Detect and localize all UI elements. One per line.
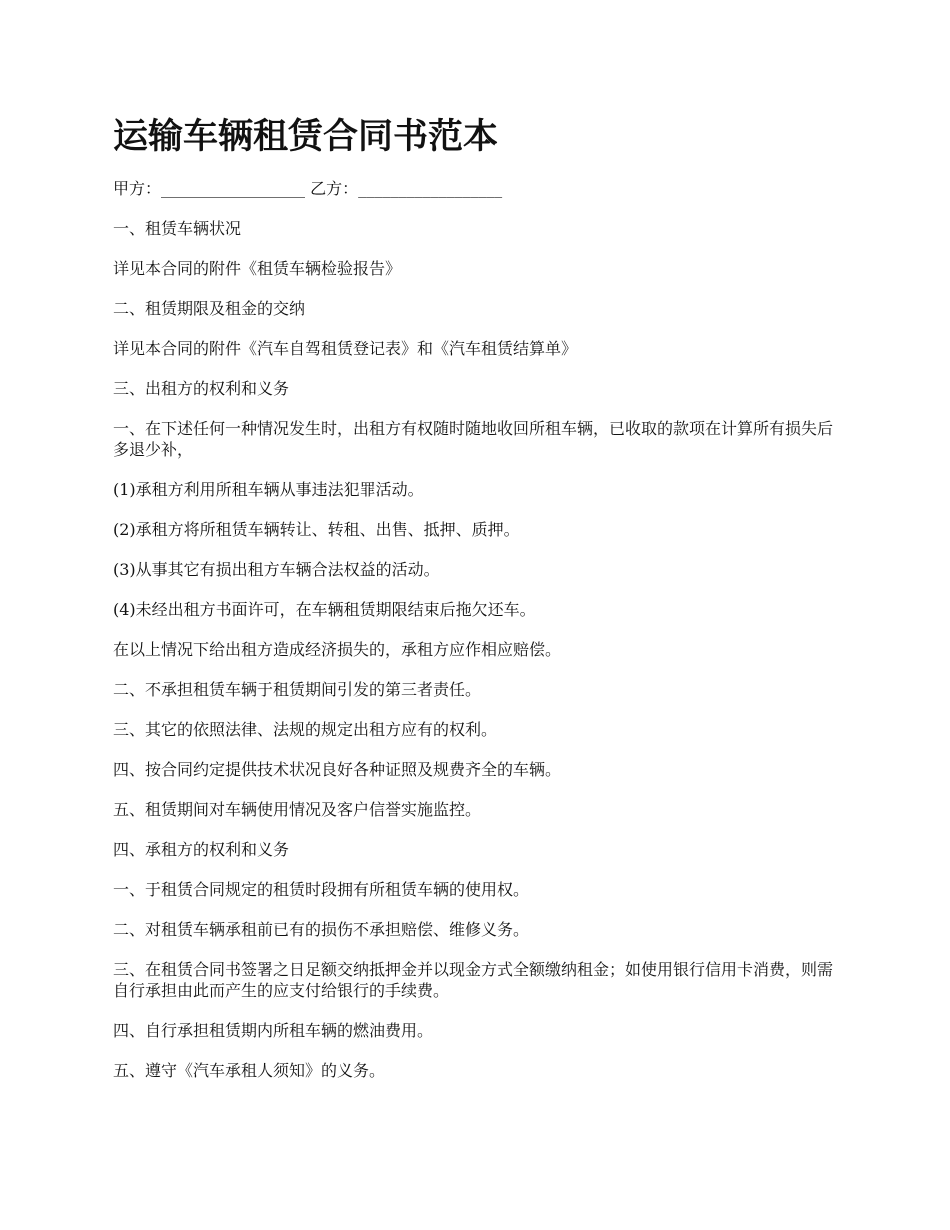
paragraph: 三、在租赁合同书签署之日足额交纳抵押金并以现金方式全额缴纳租金；如使用银行信用卡消费，则需自行承担由此而产生的应支付给银行的手续费。 xyxy=(113,960,834,1000)
paragraph: 二、不承担租赁车辆于租赁期间引发的第三者责任。 xyxy=(113,680,482,699)
section-heading-vehicle-status: 一、租赁车辆状况 xyxy=(113,219,242,238)
paragraph: 详见本合同的附件《租赁车辆检验报告》 xyxy=(113,259,402,278)
section-heading-lease-term: 二、租赁期限及租金的交纳 xyxy=(113,299,306,318)
list-item: (3)从事其它有损出租方车辆合法权益的活动。 xyxy=(113,560,440,579)
paragraph: 详见本合同的附件《汽车自驾租赁登记表》和《汽车租赁结算单》 xyxy=(113,339,578,358)
parties-line: 甲方：__________________ 乙方：__________________ xyxy=(113,179,503,198)
list-item: (1)承租方利用所租车辆从事违法犯罪活动。 xyxy=(113,480,424,499)
paragraph: 五、租赁期间对车辆使用情况及客户信誉实施监控。 xyxy=(113,800,482,819)
paragraph: 一、于租赁合同规定的租赁时段拥有所租赁车辆的使用权。 xyxy=(113,880,530,899)
section-heading-lessee-rights: 四、承租方的权利和义务 xyxy=(113,840,290,859)
paragraph: 三、其它的依照法律、法规的规定出租方应有的权利。 xyxy=(113,720,498,739)
document-page xyxy=(113,112,843,1100)
paragraph: 一、在下述任何一种情况发生时，出租方有权随时随地收回所租车辆，已收取的款项在计算所有损失后多退少补， xyxy=(113,419,834,459)
document-title: 运输车辆租赁合同书范本 xyxy=(113,116,499,157)
paragraph: 二、对租赁车辆承租前已有的损伤不承担赔偿、维修义务。 xyxy=(113,920,530,939)
paragraph: 四、自行承担租赁期内所租车辆的燃油费用。 xyxy=(113,1021,434,1040)
list-item: (4)未经出租方书面许可，在车辆租赁期限结束后拖欠还车。 xyxy=(113,600,536,619)
paragraph: 五、遵守《汽车承租人须知》的义务。 xyxy=(113,1061,386,1080)
section-heading-lessor-rights: 三、出租方的权利和义务 xyxy=(113,379,290,398)
list-item: (2)承租方将所租赁车辆转让、转租、出售、抵押、质押。 xyxy=(113,520,520,539)
paragraph: 四、按合同约定提供技术状况良好各种证照及规费齐全的车辆。 xyxy=(113,760,562,779)
paragraph: 在以上情况下给出租方造成经济损失的，承租方应作相应赔偿。 xyxy=(113,640,562,659)
